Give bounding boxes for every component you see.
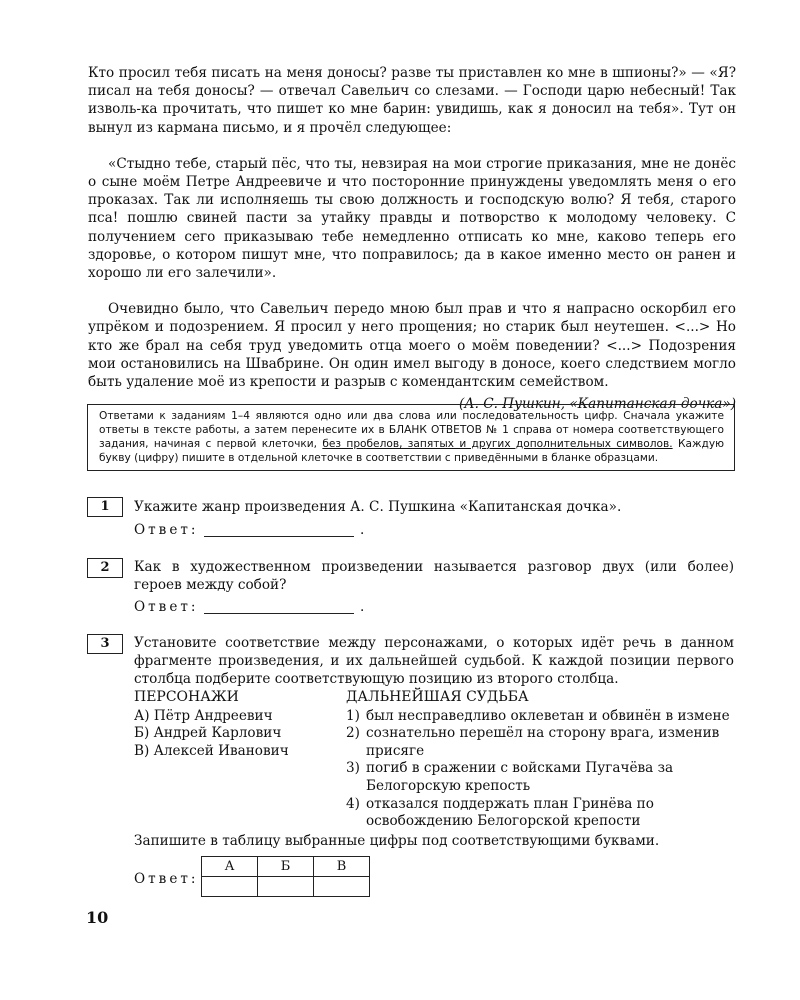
question-2-answer-field[interactable] (204, 600, 354, 614)
passage-source: (А. С. Пушкин, «Капитанская дочка») (458, 396, 736, 413)
question-3-instruction: Запишите в таблицу выбранные цифры под соответствующими буквами. (134, 833, 660, 849)
answer-table-header-row (202, 857, 370, 877)
question-2-number: 2 (87, 558, 123, 578)
fate-item-3 (346, 760, 736, 795)
question-2-answer-label: Ответ: (134, 599, 199, 615)
fate-number: 3) (346, 760, 360, 777)
question-1-answer-dot: . (360, 522, 365, 538)
character-v: В) Алексей Иванович (134, 742, 289, 759)
fate-item-4 (346, 796, 736, 831)
question-2-text: Как в художественном произведении называется разговор двух (или более) героев между собой? (134, 559, 734, 594)
answer-table-header-v: В (314, 857, 370, 877)
fate-item-2 (346, 725, 736, 760)
answer-table-header-a: А (202, 857, 258, 877)
instructions-box (87, 404, 735, 471)
answer-table-input-row (202, 877, 370, 897)
instructions-text-underlined: без пробелов, запятых и других дополнительных символов. (322, 437, 673, 450)
fate-text: отказался поддержать план Гринёва по освобождению Белогорской крепости (366, 795, 654, 830)
passage-paragraph-1: Кто просил тебя писать на меня доносы? разве ты приставлен ко мне в шпионы?» — «Я? писал на тебя доносы? — отвечал Савельич со слезами. — Господи царю небесный! Так изволь-ка прочитать, что пишет ко мне барин: увидишь, как я доносил на тебя». Тут он вынул из кармана письмо, и я прочёл следующее: (88, 65, 736, 136)
fates-column (346, 689, 736, 831)
question-3-answer-label: Ответ: (134, 871, 199, 887)
characters-header: ПЕРСОНАЖИ (134, 689, 239, 705)
fate-text: сознательно перешёл на сторону врага, изменив присяге (366, 725, 720, 759)
question-1-answer-label: Ответ: (134, 522, 199, 538)
passage (88, 64, 736, 413)
question-1-number: 1 (87, 497, 123, 517)
answer-table (201, 856, 370, 897)
passage-paragraph-3: Очевидно было, что Савельич передо мною был прав и что я напрасно оскорбил его упрёком и подозрением. Я просил у него прощения; но старик был неутешен. <...> Но кто же брал на себя труд уведомить отца моего о моём поведении? <...> Подозрения мои остановились на Швабрине. Он один имел выгоду в доносе, коего следствием могло быть удаление моё из крепости и разрыв с комендантским семейством. (88, 301, 736, 391)
character-a: А) Пётр Андреевич (134, 707, 273, 724)
page-number: 10 (86, 908, 109, 927)
fate-number: 2) (346, 725, 360, 742)
fate-number: 4) (346, 795, 360, 812)
characters-column (134, 689, 334, 760)
instructions-text-1: Ответами к заданиям 1–4 являются одно или два слова или последовательность цифр. Сначала укажите ответы в тексте работы, а затем перенесите их в БЛАНК ОТВЕТОВ № 1 справа от номера соответствующего задания, начиная с первой клеточки, (99, 410, 724, 450)
question-3-number: 3 (87, 634, 123, 654)
answer-cell-a[interactable] (202, 877, 258, 897)
fate-item-1 (346, 708, 736, 726)
question-3-text: Установите соответствие между персонажами, о которых идёт речь в данном фрагменте произведения, и их дальнейшей судьбой. К каждой позиции первого столбца подберите соответствующую позицию из второго столбца. (134, 635, 734, 688)
fates-header: ДАЛЬНЕЙШАЯ СУДЬБА (346, 689, 529, 705)
instructions-text-2: Каждую букву (цифру) пишите в отдельной клеточке в соответствии с приведёнными в бланке образцами. (99, 437, 725, 464)
character-b: Б) Андрей Карлович (134, 725, 282, 742)
fate-text: погиб в сражении с войсками Пугачёва за Белогорскую крепость (366, 760, 674, 794)
answer-cell-b[interactable] (258, 877, 314, 897)
question-1-text: Укажите жанр произведения А. С. Пушкина «Капитанская дочка». (134, 499, 622, 515)
passage-letter: «Стыдно тебе, старый пёс, что ты, невзирая на мои строгие приказания, мне не донёс о сыне моём Петре Андреевиче и что посторонние принуждены уведомлять меня о его проказах. Так ли исполняешь ты свою должность и господскую волю? Я тебя, старого пса! пошлю свиней пасти за утайку правды и потворство к молодому человеку. С получением сего приказываю тебе немедленно отписать ко мне, каково теперь его здоровье, о котором пишут мне, что поправилось; да в какое именно место он ранен и хорошо ли его залечили». (88, 155, 736, 282)
answer-cell-v[interactable] (314, 877, 370, 897)
question-2-answer-dot: . (360, 599, 365, 615)
fate-number: 1) (346, 707, 360, 724)
question-1-answer-field[interactable] (204, 523, 354, 537)
fate-text: был несправедливо оклеветан и обвинён в измене (366, 707, 730, 724)
answer-table-header-b: Б (258, 857, 314, 877)
